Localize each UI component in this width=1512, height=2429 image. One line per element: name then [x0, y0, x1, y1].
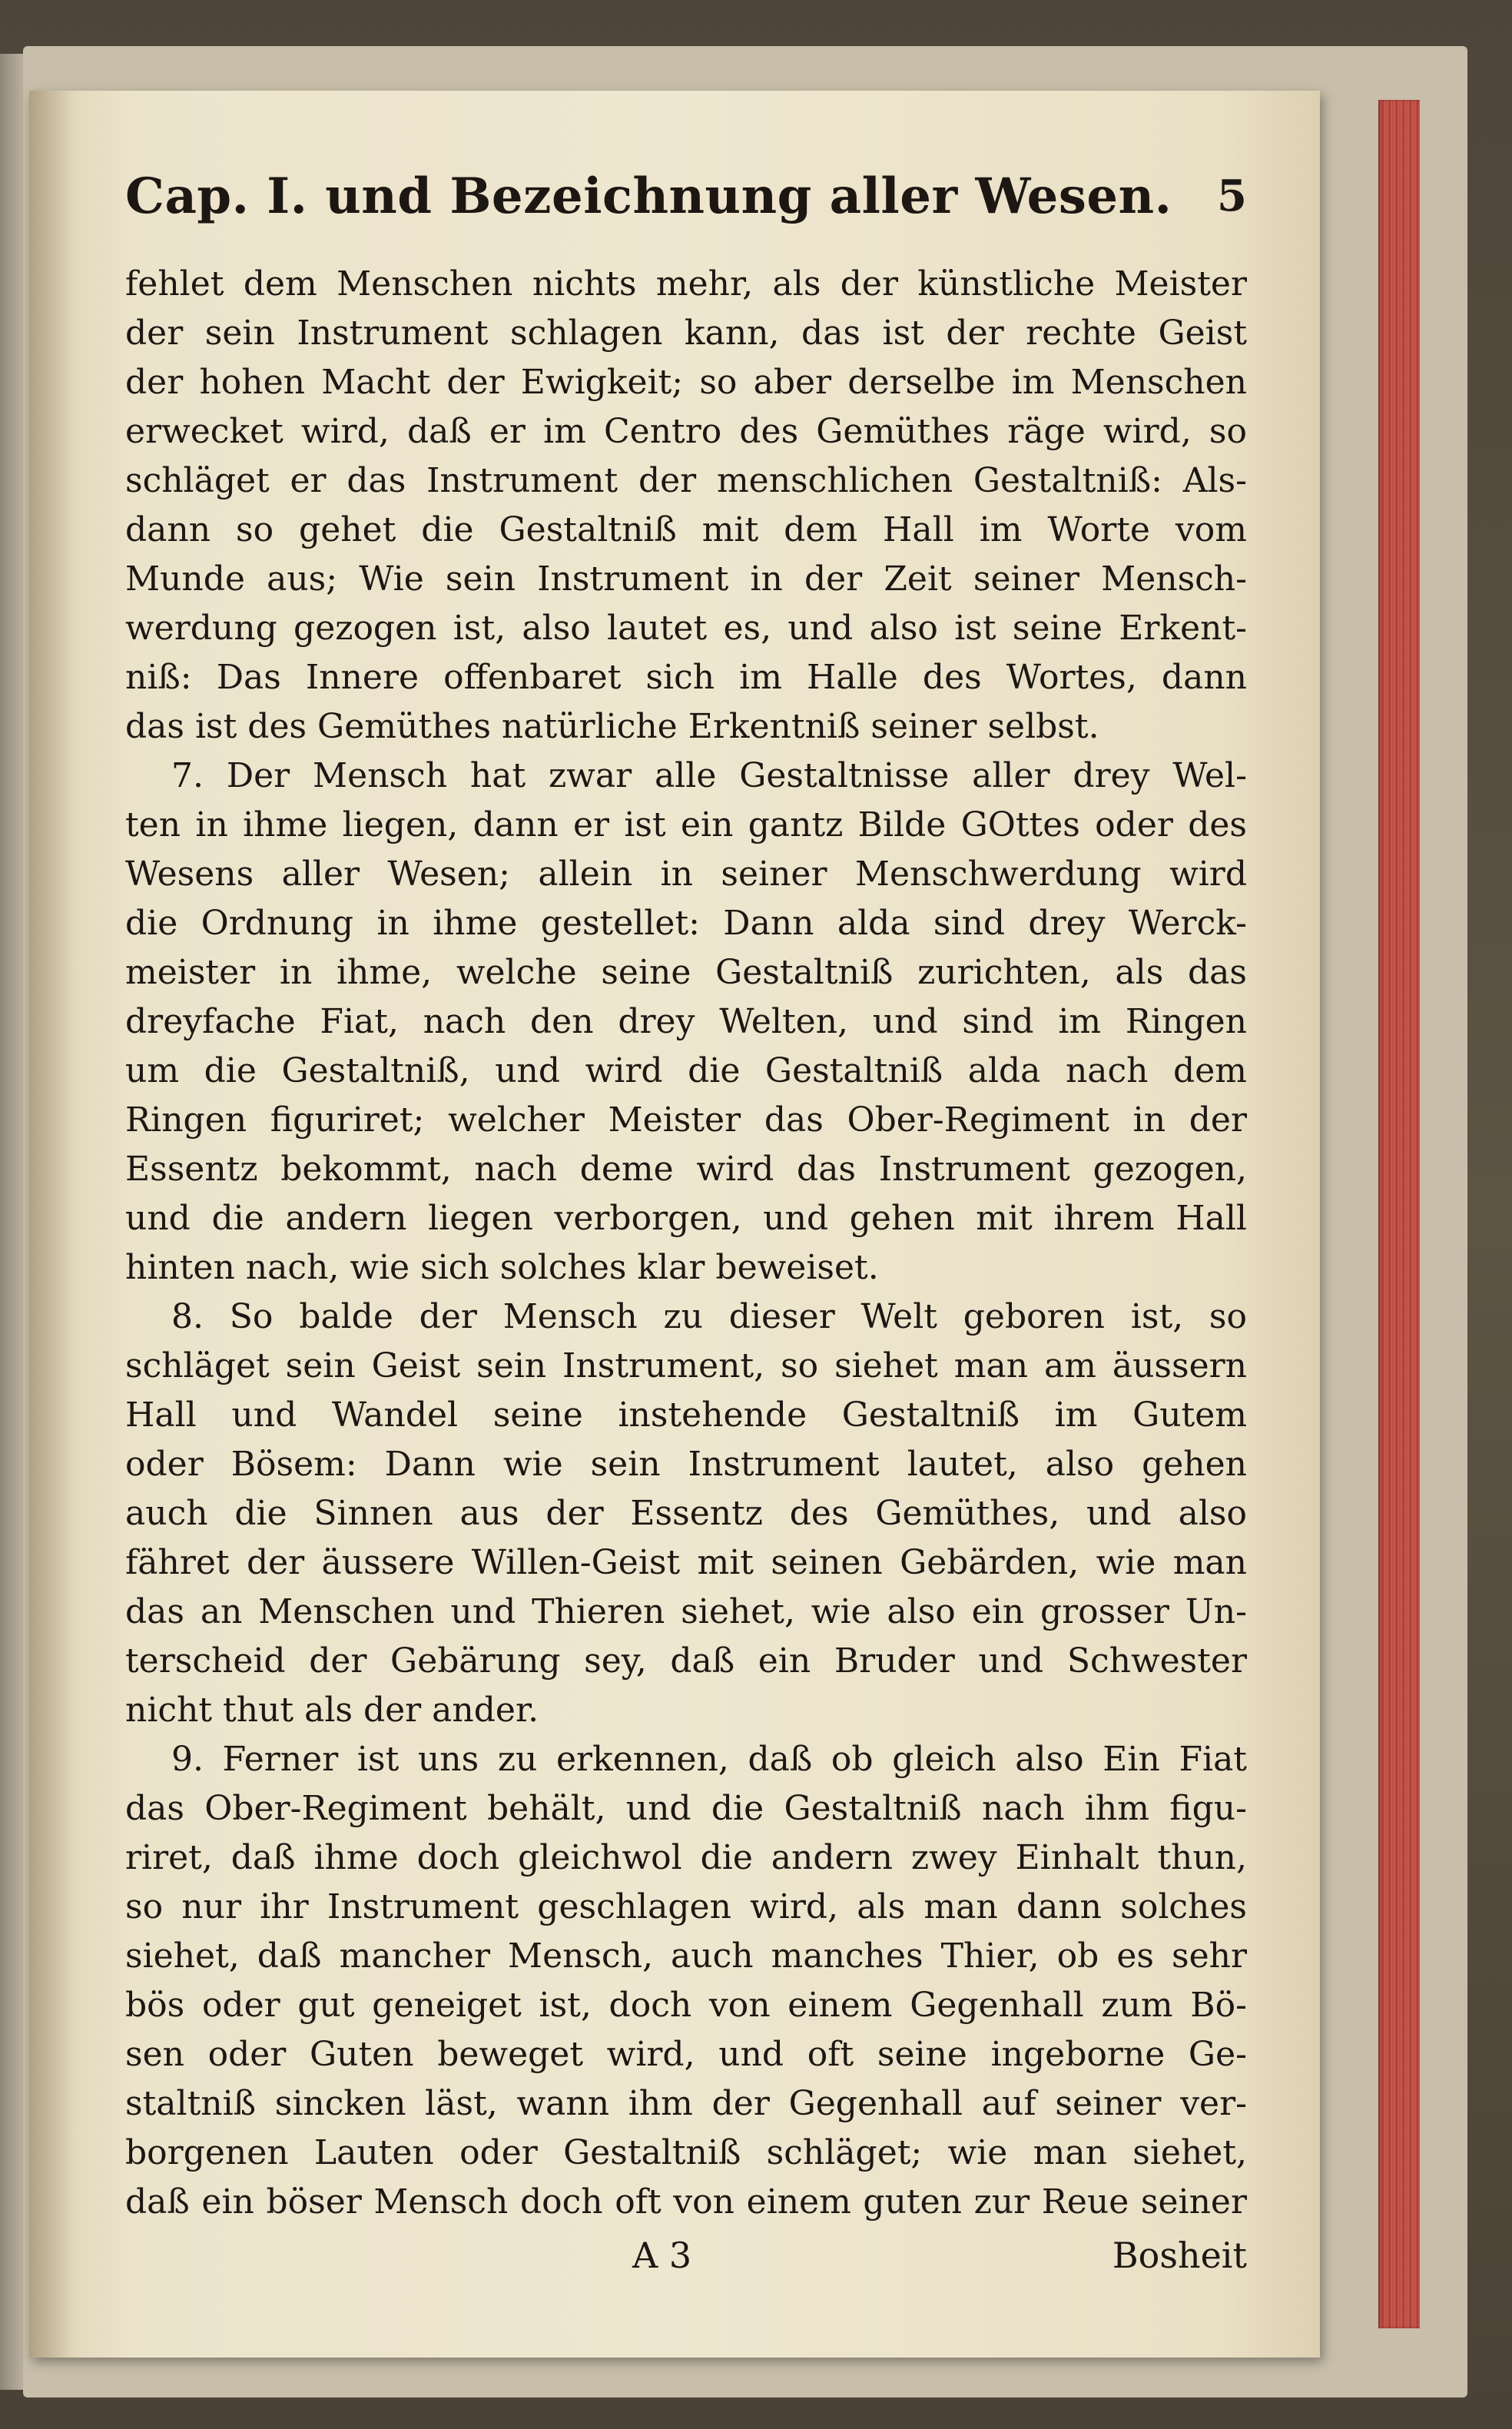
text-line: werdung gezogen ist, also lautet es, und also ist seine Erkent- [125, 609, 1247, 648]
text-line: das an Menschen und Thieren siehet, wie also ein grosser Un- [125, 1592, 1247, 1631]
text-line: schläget er das Instrument der menschlichen Gestaltniß: Als- [125, 461, 1247, 500]
text-line: nicht thut als der ander. [125, 1691, 539, 1730]
page-number: 5 [1217, 171, 1247, 221]
red-page-edges [1378, 100, 1420, 2328]
text-line: der hohen Macht der Ewigkeit; so aber derselbe im Menschen [125, 363, 1247, 402]
page-footer [125, 2232, 1247, 2293]
body-text [125, 260, 1247, 2227]
catchword: Bosheit [1112, 2235, 1247, 2276]
text-line: Ringen figuriret; welcher Meister das Ober-Regiment in der [125, 1100, 1247, 1140]
text-line: meister in ihme, welche seine Gestaltniß zurichten, als das [125, 953, 1247, 992]
text-line: oder Bösem: Dann wie sein Instrument lautet, also gehen [125, 1445, 1247, 1484]
text-line: Essentz bekommt, nach deme wird das Instrument gezogen, [125, 1150, 1247, 1189]
text-line: schläget sein Geist sein Instrument, so siehet man am äussern [125, 1346, 1247, 1385]
text-line: hinten nach, wie sich solches klar beweiset. [125, 1248, 879, 1287]
text-line: dreyfache Fiat, nach den drey Welten, und sind im Ringen [125, 1002, 1247, 1041]
text-line: das Ober-Regiment behält, und die Gestaltniß nach ihm figu- [125, 1789, 1247, 1828]
text-line: und die andern liegen verborgen, und gehen mit ihrem Hall [125, 1199, 1247, 1238]
running-header [125, 160, 1247, 260]
text-line: sen oder Guten beweget wird, und oft seine ingeborne Ge- [125, 2035, 1247, 2074]
signature-mark: A 3 [632, 2235, 692, 2276]
text-line: bös oder gut geneiget ist, doch von einem Gegenhall zum Bö- [125, 1986, 1247, 2025]
text-line: borgenen Lauten oder Gestaltniß schläget; wie man siehet, [125, 2133, 1247, 2172]
text-line: siehet, daß mancher Mensch, auch manches Thier, ob es sehr [125, 1936, 1247, 1976]
text-line: terscheid der Gebärung sey, daß ein Bruder und Schwester [125, 1641, 1247, 1681]
book-page [29, 91, 1320, 2358]
text-line: niß: Das Innere offenbaret sich im Halle des Wortes, dann [125, 658, 1247, 697]
text-line: Wesens aller Wesen; allein in seiner Menschwerdung wird [125, 854, 1247, 894]
text-line: die Ordnung in ihme gestellet: Dann alda sind drey Werck- [125, 904, 1247, 943]
text-block [125, 160, 1247, 2293]
text-line: Hall und Wandel seine instehende Gestaltniß im Gutem [125, 1395, 1247, 1435]
text-line: Munde aus; Wie sein Instrument in der Zeit seiner Mensch- [125, 559, 1247, 599]
text-line: dann so gehet die Gestaltniß mit dem Hall im Worte vom [125, 510, 1247, 549]
text-line: der sein Instrument schlagen kann, das ist der rechte Geist [125, 314, 1247, 353]
text-line: fehlet dem Menschen nichts mehr, als der künstliche Meister [125, 264, 1247, 304]
paragraph-9-start: 9. Ferner ist uns zu erkennen, daß ob gleich also Ein Fiat [171, 1740, 1247, 1779]
gutter-shadow [29, 91, 75, 2358]
paragraph-8-start: 8. So balde der Mensch zu dieser Welt geboren ist, so [171, 1297, 1247, 1336]
text-line: ten in ihme liegen, dann er ist ein gantz Bilde GOttes oder des [125, 805, 1247, 845]
text-line: erwecket wird, daß er im Centro des Gemüthes räge wird, so [125, 412, 1247, 451]
text-line: so nur ihr Instrument geschlagen wird, als man dann solches [125, 1887, 1247, 1926]
text-line: um die Gestaltniß, und wird die Gestaltniß alda nach dem [125, 1051, 1247, 1090]
running-title: Cap. I. und Bezeichnung aller Wesen. [125, 168, 1172, 225]
text-line: daß ein böser Mensch doch oft von einem guten zur Reue seiner [125, 2182, 1247, 2222]
text-line: auch die Sinnen aus der Essentz des Gemüthes, und also [125, 1494, 1247, 1533]
text-line: riret, daß ihme doch gleichwol die andern zwey Einhalt thun, [125, 1838, 1247, 1877]
text-line: fähret der äussere Willen-Geist mit seinen Gebärden, wie man [125, 1543, 1247, 1582]
paragraph-7-start: 7. Der Mensch hat zwar alle Gestaltnisse aller drey Wel- [171, 756, 1247, 795]
text-line: staltniß sincken läst, wann ihm der Gegenhall auf seiner ver- [125, 2084, 1247, 2123]
text-line: das ist des Gemüthes natürliche Erkentniß seiner selbst. [125, 707, 1099, 746]
